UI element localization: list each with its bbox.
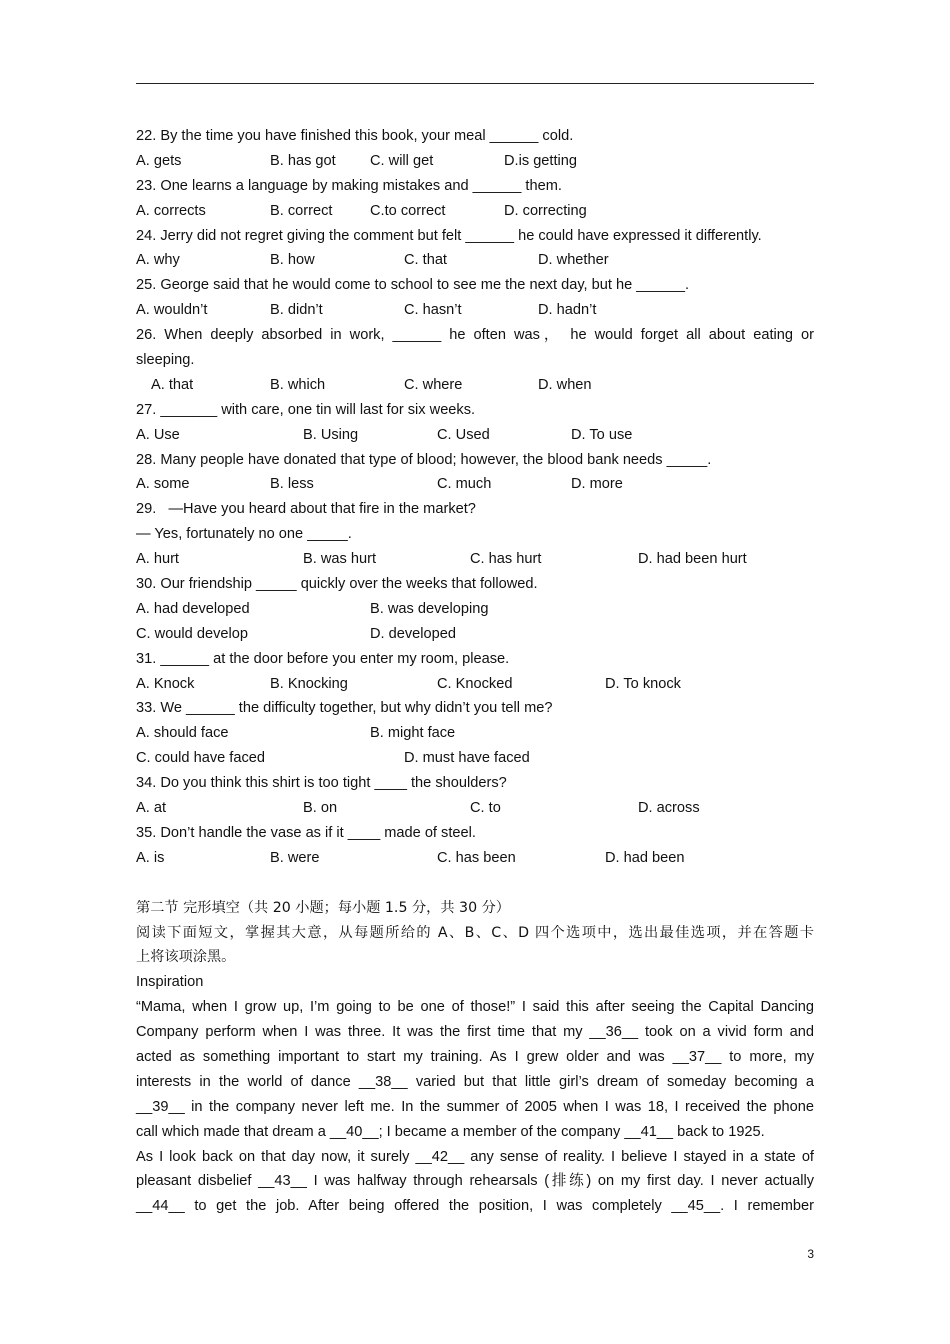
options-25: [136, 298, 814, 323]
option-c: C. that: [404, 252, 447, 269]
option-b: B. didn’t: [270, 302, 323, 319]
section-heading: 第二节 完形填空（共 20 小题；每小题 1.5 分，共 30 分）: [136, 899, 510, 916]
option-b: B. Knocking: [270, 675, 348, 692]
options-28: [136, 472, 814, 497]
option-b: B. was hurt: [303, 551, 376, 568]
options-27: [136, 423, 814, 448]
option-c: C. would develop: [136, 625, 248, 642]
option-a: A. hurt: [136, 551, 179, 568]
option-c: C. to: [470, 800, 501, 817]
question-stem-33: 33. We ______ the difficulty together, but why didn’t you tell me?: [136, 700, 553, 717]
option-a: A. wouldn’t: [136, 302, 208, 319]
option-d: D. To knock: [605, 675, 681, 692]
options-33-row1: [136, 721, 814, 746]
option-a: A. some: [136, 476, 190, 493]
option-a: A. at: [136, 800, 167, 817]
question-stem-23: 23. One learns a language by making mistakes and ______ them.: [136, 177, 562, 194]
option-c: C. Used: [437, 426, 490, 443]
option-d: D. developed: [370, 625, 457, 642]
question-stem-30: 30. Our friendship _____ quickly over the weeks that followed.: [136, 576, 538, 593]
question-stem-35: 35. Don’t handle the vase as if it ____ made of steel.: [136, 824, 476, 841]
option-a: A. is: [136, 849, 165, 866]
options-34: [136, 796, 814, 821]
option-c: C. much: [437, 476, 492, 493]
options-24: [136, 248, 814, 273]
option-a: A. had developed: [136, 600, 250, 617]
option-b: B. were: [270, 849, 320, 866]
question-stem-26-cont: sleeping.: [136, 352, 195, 369]
passage-line: __39__ in the company never left me. In the summer of 2005 when I was 18, I received the phone: [136, 1098, 814, 1115]
option-b: B. less: [270, 476, 314, 493]
option-d: D.is getting: [504, 152, 578, 169]
question-stem-29-reply: — Yes, fortunately no one _____.: [136, 526, 352, 543]
option-d: D. had been: [605, 849, 685, 866]
passage-line: interests in the world of dance __38__ varied but that little girl’s dream of someday becoming a: [136, 1073, 814, 1090]
page-content: [136, 124, 814, 1219]
options-26: [136, 373, 814, 398]
options-23: [136, 199, 814, 224]
passage-line: Company perform when I was three. It was the first time that my __36__ took on a vivid form and: [136, 1024, 814, 1041]
option-c: C. has hurt: [470, 551, 542, 568]
option-c: C. will get: [370, 152, 434, 169]
option-b: B. how: [270, 252, 315, 269]
question-stem-26: 26. When deeply absorbed in work, ______ he often was， he would forget all about eating or: [136, 327, 814, 344]
passage-line: call which made that dream a __40__; I became a member of the company __41__ back to 1925.: [136, 1123, 765, 1140]
option-c: C. hasn’t: [404, 302, 462, 319]
option-d: D. more: [571, 476, 623, 493]
option-a: A. that: [151, 376, 194, 393]
option-b: B. was developing: [370, 600, 489, 617]
passage-line: “Mama, when I grow up, I’m going to be one of those!” I said this after seeing the Capital Dancing: [136, 999, 814, 1016]
option-d: D. correcting: [504, 202, 587, 219]
question-stem-27: 27. _______ with care, one tin will last for six weeks.: [136, 401, 476, 418]
section-instruction: 阅读下面短文，掌握其大意，从每题所给的 A、B、C、D 四个选项中，选出最佳选项，并在答题卡: [136, 924, 814, 941]
option-a: A. why: [136, 252, 180, 269]
option-a: A. Use: [136, 426, 180, 443]
option-d: D. across: [638, 800, 700, 817]
option-c: C.to correct: [370, 202, 446, 219]
option-b: B. correct: [270, 202, 333, 219]
options-31: [136, 672, 814, 697]
option-b: B. Using: [303, 426, 359, 443]
question-stem-31: 31. ______ at the door before you enter my room, please.: [136, 650, 510, 667]
option-c: C. has been: [437, 849, 516, 866]
option-b: B. which: [270, 376, 326, 393]
option-b: B. has got: [270, 152, 336, 169]
option-a: A. corrects: [136, 202, 206, 219]
question-stem-34: 34. Do you think this shirt is too tight ____ the shoulders?: [136, 775, 507, 792]
question-stem-29: 29. —Have you heard about that fire in the market?: [136, 501, 476, 518]
option-d: D. whether: [538, 252, 609, 269]
option-a: A. gets: [136, 152, 182, 169]
options-29: [136, 547, 814, 572]
option-b: B. might face: [370, 725, 456, 742]
options-33-row2: [136, 746, 814, 771]
option-d: D. when: [538, 376, 592, 393]
passage-line: As I look back on that day now, it surely __42__ any sense of reality. I believe I stayed in a state of: [136, 1148, 814, 1165]
header-rule: [136, 83, 814, 84]
passage-line: pleasant disbelief __43__ I was halfway through rehearsals (排练) on my first day. I never actually: [136, 1173, 814, 1190]
option-d: D. must have faced: [404, 750, 530, 767]
option-a: A. should face: [136, 725, 229, 742]
options-35: [136, 846, 814, 871]
option-b: B. on: [303, 800, 338, 817]
question-stem-25: 25. George said that he would come to school to see me the next day, but he ______.: [136, 277, 690, 294]
options-30-row2: [136, 622, 814, 647]
option-d: D. To use: [571, 426, 633, 443]
option-d: D. hadn’t: [538, 302, 597, 319]
page-number: 3: [807, 1247, 814, 1261]
section-instruction-cont: 上将该项涂黑。: [136, 949, 236, 966]
question-stem-22: 22. By the time you have finished this book, your meal ______ cold.: [136, 128, 574, 144]
option-c: C. where: [404, 376, 463, 393]
question-stem-28: 28. Many people have donated that type of blood; however, the blood bank needs _____.: [136, 451, 712, 468]
option-d: D. had been hurt: [638, 551, 747, 568]
option-a: A. Knock: [136, 675, 195, 692]
options-30-row1: [136, 597, 814, 622]
passage-line: __44__ to get the job. After being offered the position, I was completely __45__. I remember: [136, 1198, 814, 1215]
option-c: C. could have faced: [136, 750, 265, 767]
passage-title: Inspiration: [136, 974, 204, 991]
question-stem-24: 24. Jerry did not regret giving the comment but felt ______ he could have expressed it differently.: [136, 227, 762, 244]
options-22: [136, 149, 814, 174]
option-c: C. Knocked: [437, 675, 513, 692]
passage-line: acted as something important to start my training. As I grew older and was __37__ to more, my: [136, 1048, 814, 1065]
section-gap: [136, 871, 814, 896]
